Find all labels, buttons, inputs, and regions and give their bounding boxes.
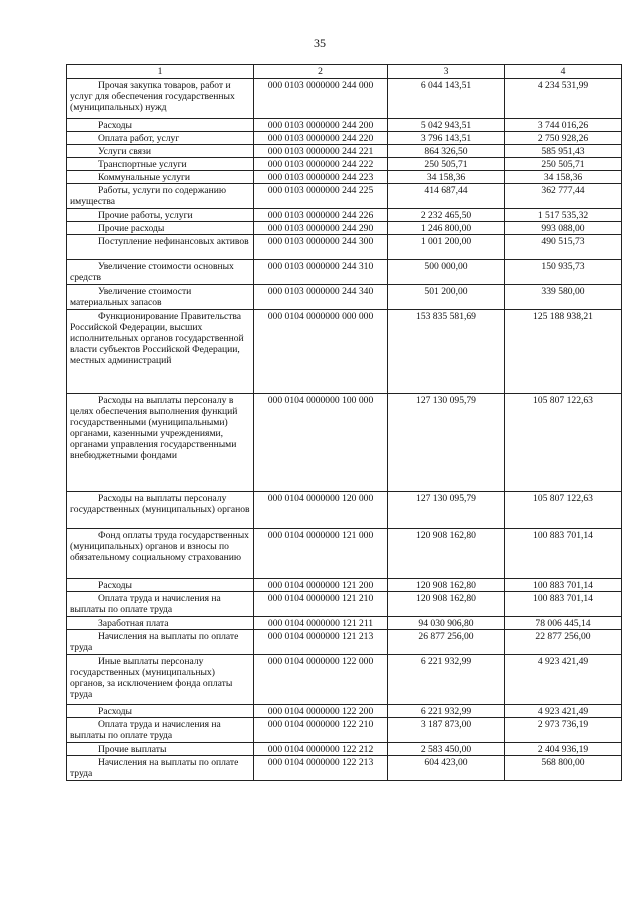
row-name-cell: Услуги связи [67,145,254,158]
row-value-col3: 604 423,00 [388,756,505,781]
table-row [67,145,622,158]
row-name-cell: Фонд оплаты труда государственных (муниципальных) органов и взносы по обязательному социальному страхованию [67,529,254,579]
row-name-cell: Увеличение стоимости основных средств [67,260,254,285]
row-code-cell: 000 0104 0000000 100 000 [254,394,388,492]
row-code-cell: 000 0104 0000000 122 212 [254,743,388,756]
table-row [67,132,622,145]
table-row [67,579,622,592]
row-code-cell: 000 0104 0000000 122 200 [254,705,388,718]
row-value-col3: 2 232 465,50 [388,209,505,222]
row-value-col4: 34 158,36 [505,171,622,184]
table-row [67,630,622,655]
row-value-col3: 414 687,44 [388,184,505,209]
table-row [67,184,622,209]
row-code-cell: 000 0104 0000000 122 213 [254,756,388,781]
row-name-cell: Коммунальные услуги [67,171,254,184]
row-code-cell: 000 0103 0000000 244 223 [254,171,388,184]
row-code-cell: 000 0103 0000000 244 226 [254,209,388,222]
row-value-col3: 94 030 906,80 [388,617,505,630]
row-value-col4: 3 744 016,26 [505,119,622,132]
row-name-cell: Расходы на выплаты персоналу в целях обеспечения выполнения функций государственными (муниципальными) органами, казенными учреждениями, органами управления государственными внебюджетными фондами [67,394,254,492]
row-value-col4: 105 807 122,63 [505,492,622,529]
row-code-cell: 000 0104 0000000 122 000 [254,655,388,705]
row-value-col4: 100 883 701,14 [505,529,622,579]
row-value-col4: 22 877 256,00 [505,630,622,655]
table-row [67,79,622,119]
row-code-cell: 000 0103 0000000 244 200 [254,119,388,132]
row-value-col4: 4 234 531,99 [505,79,622,119]
row-name-cell: Оплата труда и начисления на выплаты по оплате труда [67,592,254,617]
page-number: 35 [314,36,326,50]
table-row [67,592,622,617]
row-name-cell: Прочие расходы [67,222,254,235]
row-code-cell: 000 0104 0000000 121 200 [254,579,388,592]
table-row [67,718,622,743]
row-code-cell: 000 0104 0000000 121 210 [254,592,388,617]
table-row [67,119,622,132]
header-col-1: 1 [67,65,254,79]
row-value-col4: 2 404 936,19 [505,743,622,756]
row-code-cell: 000 0103 0000000 244 222 [254,158,388,171]
row-name-cell: Оплата труда и начисления на выплаты по оплате труда [67,718,254,743]
row-code-cell: 000 0103 0000000 244 340 [254,285,388,310]
row-value-col4: 568 800,00 [505,756,622,781]
row-value-col4: 4 923 421,49 [505,655,622,705]
row-value-col4: 100 883 701,14 [505,579,622,592]
table-row [67,209,622,222]
row-code-cell: 000 0103 0000000 244 220 [254,132,388,145]
row-name-cell: Прочие выплаты [67,743,254,756]
row-name-cell: Расходы [67,705,254,718]
row-name-cell: Функционирование Правительства Российской Федерации, высших исполнительных органов государственной власти субъектов Российской Федерации, местных администраций [67,310,254,394]
row-name-cell: Начисления на выплаты по оплате труда [67,756,254,781]
table-body [67,79,622,781]
row-name-cell: Расходы [67,579,254,592]
table-row [67,705,622,718]
row-code-cell: 000 0104 0000000 121 213 [254,630,388,655]
table-row [67,394,622,492]
header-col-3: 3 [388,65,505,79]
row-name-cell: Увеличение стоимости материальных запасов [67,285,254,310]
row-name-cell: Оплата работ, услуг [67,132,254,145]
row-value-col4: 100 883 701,14 [505,592,622,617]
row-value-col4: 4 923 421,49 [505,705,622,718]
table-header-row [67,65,622,79]
row-value-col4: 490 515,73 [505,235,622,260]
row-value-col3: 34 158,36 [388,171,505,184]
row-value-col3: 153 835 581,69 [388,310,505,394]
row-code-cell: 000 0103 0000000 244 300 [254,235,388,260]
budget-table [66,64,622,781]
row-value-col3: 26 877 256,00 [388,630,505,655]
row-value-col3: 6 221 932,99 [388,655,505,705]
row-code-cell: 000 0103 0000000 244 290 [254,222,388,235]
row-value-col3: 3 187 873,00 [388,718,505,743]
table-row [67,222,622,235]
header-col-2: 2 [254,65,388,79]
row-value-col3: 1 246 800,00 [388,222,505,235]
row-value-col3: 5 042 943,51 [388,119,505,132]
row-code-cell: 000 0103 0000000 244 225 [254,184,388,209]
row-code-cell: 000 0104 0000000 121 000 [254,529,388,579]
table-row [67,285,622,310]
row-value-col4: 125 188 938,21 [505,310,622,394]
row-value-col4: 2 750 928,26 [505,132,622,145]
table-row [67,617,622,630]
row-value-col3: 501 200,00 [388,285,505,310]
row-value-col3: 1 001 200,00 [388,235,505,260]
row-name-cell: Прочие работы, услуги [67,209,254,222]
row-code-cell: 000 0104 0000000 000 000 [254,310,388,394]
table-row [67,310,622,394]
row-value-col4: 150 935,73 [505,260,622,285]
row-value-col4: 2 973 736,19 [505,718,622,743]
row-value-col3: 120 908 162,80 [388,579,505,592]
row-value-col4: 78 006 445,14 [505,617,622,630]
row-name-cell: Начисления на выплаты по оплате труда [67,630,254,655]
row-value-col3: 250 505,71 [388,158,505,171]
row-name-cell: Прочая закупка товаров, работ и услуг для обеспечения государственных (муниципальных) нужд [67,79,254,119]
row-value-col3: 127 130 095,79 [388,492,505,529]
row-code-cell: 000 0104 0000000 120 000 [254,492,388,529]
row-value-col3: 864 326,50 [388,145,505,158]
row-value-col3: 120 908 162,80 [388,529,505,579]
row-code-cell: 000 0103 0000000 244 310 [254,260,388,285]
row-value-col4: 1 517 535,32 [505,209,622,222]
row-code-cell: 000 0104 0000000 122 210 [254,718,388,743]
row-name-cell: Заработная плата [67,617,254,630]
row-code-cell: 000 0104 0000000 121 211 [254,617,388,630]
table-row [67,756,622,781]
row-name-cell: Поступление нефинансовых активов [67,235,254,260]
row-value-col3: 6 221 932,99 [388,705,505,718]
table-row [67,655,622,705]
table-row [67,158,622,171]
table-row [67,492,622,529]
row-value-col3: 3 796 143,51 [388,132,505,145]
row-name-cell: Расходы на выплаты персоналу государственных (муниципальных) органов [67,492,254,529]
row-name-cell: Иные выплаты персоналу государственных (муниципальных) органов, за исключением фонда оплаты труда [67,655,254,705]
row-value-col4: 105 807 122,63 [505,394,622,492]
row-value-col4: 362 777,44 [505,184,622,209]
row-value-col4: 585 951,43 [505,145,622,158]
row-value-col3: 2 583 450,00 [388,743,505,756]
row-value-col3: 127 130 095,79 [388,394,505,492]
row-code-cell: 000 0103 0000000 244 221 [254,145,388,158]
table-row [67,529,622,579]
table-row [67,743,622,756]
row-value-col4: 250 505,71 [505,158,622,171]
header-col-4: 4 [505,65,622,79]
row-name-cell: Транспортные услуги [67,158,254,171]
row-value-col4: 339 580,00 [505,285,622,310]
row-code-cell: 000 0103 0000000 244 000 [254,79,388,119]
row-value-col4: 993 088,00 [505,222,622,235]
table-row [67,171,622,184]
row-value-col3: 6 044 143,51 [388,79,505,119]
row-name-cell: Расходы [67,119,254,132]
row-name-cell: Работы, услуги по содержанию имущества [67,184,254,209]
row-value-col3: 500 000,00 [388,260,505,285]
table-row [67,260,622,285]
row-value-col3: 120 908 162,80 [388,592,505,617]
table-row [67,235,622,260]
